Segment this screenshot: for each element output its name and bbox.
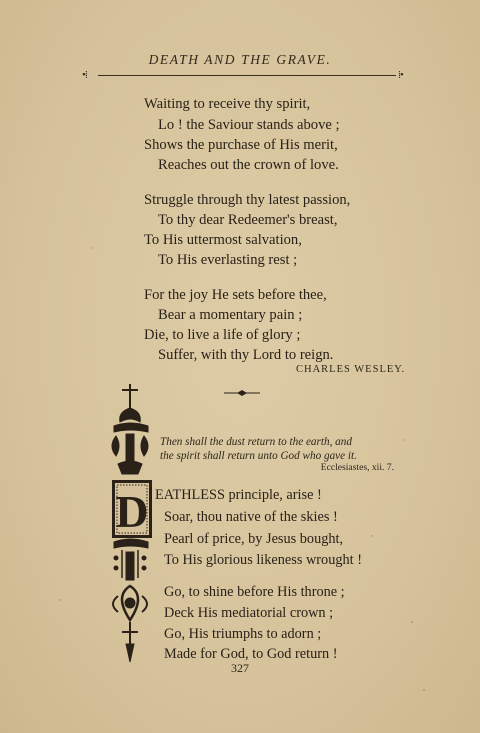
poem-line: Suffer, with thy Lord to reign.	[158, 347, 334, 363]
rule-ornament-left: •⁞	[82, 69, 87, 81]
epigraph-line: Then shall the dust return to the earth, and	[160, 436, 352, 448]
vertical-ornament	[108, 382, 160, 664]
page-number: 327	[231, 661, 249, 675]
rule-ornament-right: ⁞•	[398, 69, 403, 81]
poem-line: To thy dear Redeemer's breast,	[158, 212, 338, 228]
poem-line: Go, to shine before His throne ;	[164, 584, 345, 600]
poem-line: Shows the purchase of His merit,	[144, 137, 338, 153]
poem-line: EATHLESS principle, arise !	[155, 487, 322, 503]
running-header: DEATH AND THE GRAVE.	[148, 52, 332, 67]
poem-line: Deck His mediatorial crown ;	[164, 605, 334, 621]
poem-line: To His glorious likeness wrought !	[164, 552, 362, 568]
drop-cap-letter: D	[115, 486, 149, 537]
poem-line: Struggle through thy latest passion,	[144, 192, 351, 208]
header-rule	[98, 75, 396, 76]
epigraph-citation: Ecclesiastes, xii. 7.	[320, 462, 394, 473]
poem-line: Reaches out the crown of love.	[158, 157, 339, 173]
poem-line: Soar, thou native of the skies !	[164, 509, 338, 525]
poem-line: Waiting to receive thy spirit,	[144, 96, 311, 112]
poem-line: Go, His triumphs to adorn ;	[164, 626, 322, 642]
section-divider-ornament	[222, 389, 262, 397]
poem-line: To His everlasting rest ;	[158, 252, 298, 268]
poem-line: To His uttermost salvation,	[144, 232, 302, 248]
epigraph-line: the spirit shall return unto God who gave it.	[160, 450, 357, 462]
poem-attribution: CHARLES WESLEY.	[296, 364, 406, 375]
poem-line: Die, to live a life of glory ;	[144, 327, 301, 343]
poem-line: Bear a momentary pain ;	[158, 307, 303, 323]
poem-line: Lo ! the Saviour stands above ;	[158, 117, 340, 133]
poem-line: Pearl of price, by Jesus bought,	[164, 531, 344, 547]
poem-line: Made for God, to God return !	[164, 646, 338, 662]
poem-line: For the joy He sets before thee,	[144, 287, 327, 303]
